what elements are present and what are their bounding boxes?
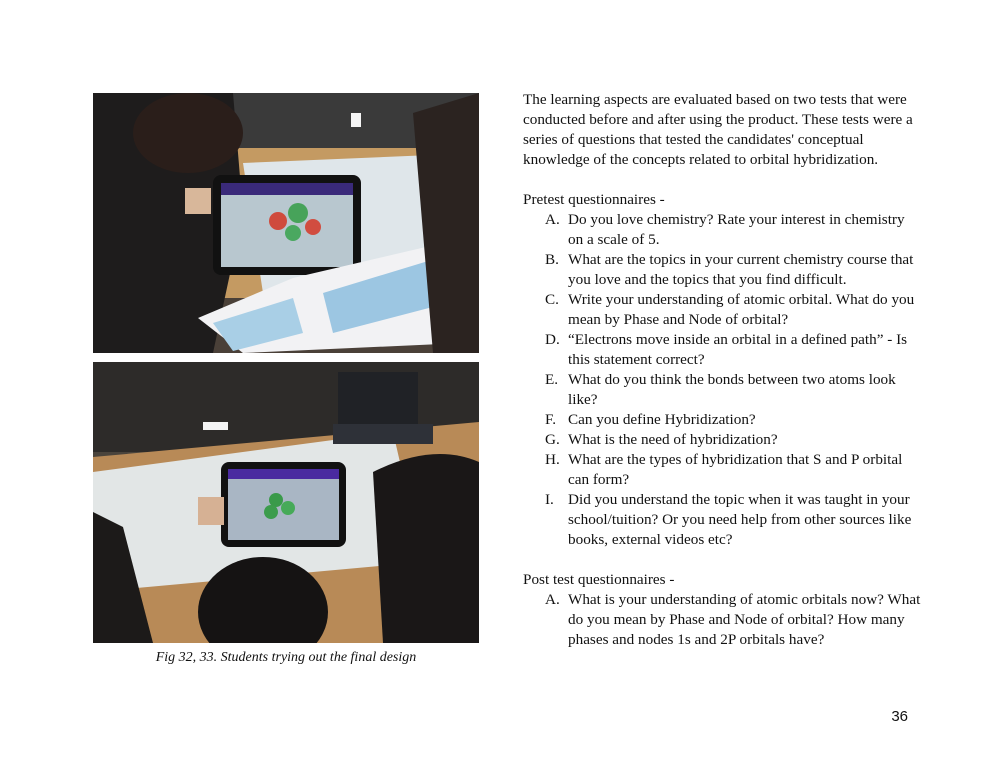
photo-student-holding-ar-cube — [93, 362, 479, 643]
list-item — [523, 330, 923, 370]
list-marker: F. — [545, 411, 557, 428]
list-item-text: What are the topics in your current chemistry course that you love and the topics that you find difficult. — [568, 251, 914, 288]
figure-caption: Fig 32, 33. Students trying out the final design — [155, 650, 417, 665]
list-marker: I. — [545, 491, 554, 508]
posttest-heading: Post test questionnaires - — [523, 571, 675, 588]
list-item-text: “Electrons move inside an orbital in a defined path” - Is this statement correct? — [568, 331, 908, 368]
list-item — [523, 430, 923, 450]
list-item — [523, 450, 923, 490]
page-number: 36 — [891, 708, 908, 725]
text-column — [523, 90, 923, 650]
list-marker: G. — [545, 431, 560, 448]
pretest-heading: Pretest questionnaires - — [523, 191, 665, 208]
list-item — [523, 590, 923, 650]
intro-paragraph: The learning aspects are evaluated based on two tests that were conducted before and after using the product. These tests were a series of questions that tested the candidates' conceptual knowledge of the concepts related to orbital hybridization. — [523, 91, 913, 168]
list-marker: A. — [545, 591, 560, 608]
list-marker: C. — [545, 291, 559, 308]
photo-students-with-tablet-and-book — [93, 93, 479, 353]
list-item-text: Did you understand the topic when it was taught in your school/tuition? Or you need help from other sources like books, external videos etc? — [568, 491, 912, 548]
list-item — [523, 210, 923, 250]
list-item-text: What are the types of hybridization that S and P orbital can form? — [568, 451, 903, 488]
list-marker: D. — [545, 331, 560, 348]
list-item-text: What is the need of hybridization? — [568, 431, 778, 448]
list-item-text: Can you define Hybridization? — [568, 411, 756, 428]
posttest-list — [523, 590, 923, 650]
list-marker: B. — [545, 251, 559, 268]
list-item-text: Write your understanding of atomic orbital. What do you mean by Phase and Node of orbital? — [568, 291, 915, 328]
list-marker: A. — [545, 211, 560, 228]
list-marker: E. — [545, 371, 559, 388]
list-marker: H. — [545, 451, 560, 468]
list-item-text: What is your understanding of atomic orbitals now? What do you mean by Phase and Node of orbital? How many phases and nodes 1s and 2P orbitals have? — [568, 591, 921, 648]
list-item — [523, 250, 923, 290]
list-item — [523, 290, 923, 330]
list-item — [523, 490, 923, 550]
list-item — [523, 370, 923, 410]
list-item-text: What do you think the bonds between two atoms look like? — [568, 371, 896, 408]
list-item — [523, 410, 923, 430]
pretest-list — [523, 210, 923, 550]
list-item-text: Do you love chemistry? Rate your interest in chemistry on a scale of 5. — [568, 211, 905, 248]
